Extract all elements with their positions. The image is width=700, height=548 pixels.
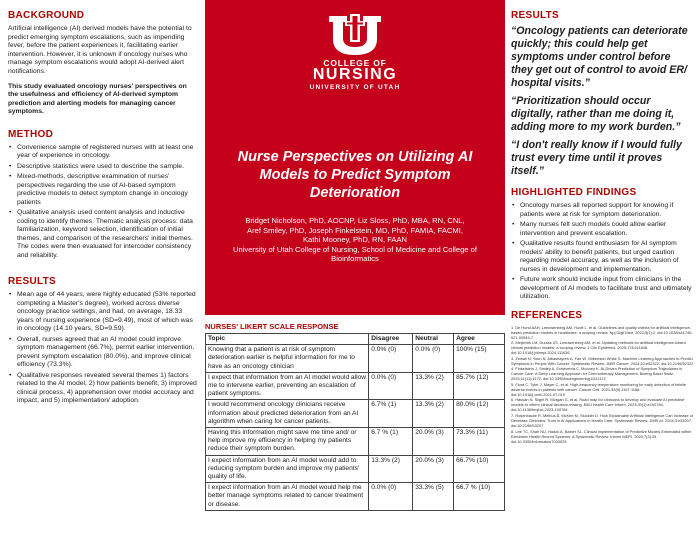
reference-item: 4. Finkelstein J, Smiley A, Echeverria C, Mooney K. AI-Driven Prediction of Symptom Trajectories in Cancer Care: A Deep Learning Approach for Chemotherapy Management. Bioeng Basel Switz. 2024;11(11):1172. doi:10.3390/bioengineering11111172 bbox=[511, 366, 683, 382]
reference-item: 8. Lee TC, Shah NU, Haack A, Baxter SL. Clinical Implementation of Predictive Models Embedded within Electronic Health Record Systems: A Systematic Review. Inform MDPI. 2020;7(3):25. doi:10.3390/informatics7030025 bbox=[511, 428, 692, 444]
findings-heading: HIGHLIGHTED FINDINGS bbox=[511, 187, 637, 198]
table-cell: I expect information from an AI model would help me better manage symptoms related to cancer treatment or disease. bbox=[206, 483, 369, 511]
list-item: • Qualitative results found enthusiasm for AI symptom models' ability to benefit patients, but urged caution regarding model accuracy, as well as the inclusion of nurses in development and implementation. bbox=[511, 240, 694, 274]
reference-item: 1. De Hond AAH, Leeuwenberg AM, Hooft L, et al. Guidelines and quality criteria for artificial intelligence-based prediction models in healthcare: a scoping review. Npj Digit Med. 2022;5(1):2. doi:10.1038/s41746-021-00549-7 bbox=[511, 324, 693, 340]
method-list bbox=[8, 144, 198, 261]
table-cell: Having this information might save me time and/ or help improve my efficiency in helping my patients reduce their symptom burden. bbox=[206, 428, 369, 456]
reference-item: 7. Rosenbacke R, Melhus Å, McKee M, Stuckler D. How Explainable Artificial Intelligence Can Increase or Decrease Clinicians' Trust in AI Applications in Health Care: Systematic Review. JMIR AI. 2024;3:e53207. doi:10.2196/53207 bbox=[511, 413, 694, 429]
table-cell: 100% (15) bbox=[454, 345, 505, 373]
list-item: • Overall, nurses agreed that an AI model could improve symptom management (66.7%), permit earlier intervention, prevent symptom escalation (80.0%), and improve clinical efficiency (73.3%). bbox=[8, 336, 198, 370]
table-cell: 85.7% (12) bbox=[454, 372, 505, 400]
logo-nursing-text: NURSING bbox=[312, 66, 398, 83]
table-cell: 33.3% (5) bbox=[413, 483, 454, 511]
list-item: • Convenience sample of registered nurses with at least one year of experience in oncology. bbox=[8, 144, 198, 161]
results-list bbox=[8, 291, 198, 406]
authors-line: Bridget Nicholson, PhD, AOCNP, Liz Sloss, PhD, MBA, RN, CNL, bbox=[245, 216, 465, 225]
references-heading: REFERENCES bbox=[511, 309, 583, 321]
table-cell: 6.7% (1) bbox=[369, 400, 413, 428]
list-item: • Qualitative analysis used content analysis and inductive coding to identify themes. Thematic analysis process: data familiarization, keyword selection, identification of initial themes, and comparison of the researchers' initial themes. The codes were then evaluated for intercoder consistency and reliability. bbox=[8, 209, 198, 260]
title-banner bbox=[205, 0, 505, 315]
table-cell: 66.7 % (10) bbox=[454, 483, 505, 511]
right-column bbox=[511, 10, 694, 444]
column-header: Topic bbox=[206, 334, 369, 345]
column-header: Neutral bbox=[413, 334, 454, 345]
nurse-quote: “Oncology patients can deteriorate quickly; this could help get symptoms under control before they get out of control to avoid ER/ hospital visits.” bbox=[511, 25, 688, 89]
table-cell: 80.0% (12) bbox=[454, 400, 505, 428]
list-item: • Many nurses felt such models could allow earlier intervention and prevent escalation. bbox=[511, 221, 694, 238]
table-row bbox=[206, 345, 505, 373]
study-aim: This study evaluated oncology nurses' perspectives on the usefulness and efficiency of AI-derived symptom prediction and alerting models for managing cancer symptoms. bbox=[8, 82, 187, 116]
table-cell: 66.7% (10) bbox=[454, 455, 505, 483]
left-column bbox=[8, 10, 198, 408]
university-u-logo-icon bbox=[323, 12, 387, 56]
table-row bbox=[206, 428, 505, 456]
reference-item: 5. Flora C, Tyler J, Mayer C, et al. High-frequency temperature monitoring for early detection of febrile adverse events in patients with cancer. Cancer Cell. 2021;39(9):1167-1168. doi:10.1016/j.ccell.2021.07.019 bbox=[511, 381, 686, 397]
reference-item: 3. Zeinali N, Youn N, Albashayreh A, Fan W, Gilbertson White S. Machine Learning Approaches to Predict Symptoms in People With Cancer: Systematic Review. JMIR Cancer. 2024;10:e52322. doi:10.2196/52322 bbox=[511, 355, 694, 366]
table-row bbox=[206, 455, 505, 483]
table-cell: 13.3% (2) bbox=[413, 400, 454, 428]
results-heading-right: RESULTS bbox=[511, 10, 560, 21]
references-list bbox=[511, 325, 694, 444]
table-row bbox=[206, 483, 505, 511]
authors-block bbox=[215, 216, 495, 264]
nurse-quote: “Prioritization should occur digitally, rather than me doing it, adding more to my work burden.” bbox=[511, 95, 681, 133]
table-cell: I would recommend oncology clinicians receive information about predicted deterioration from an AI algorithm when caring for cancer patients. bbox=[206, 400, 369, 428]
reference-item: 6. Hassan N, Slight R, Morgan G, et al. Road map for clinicians to develop and evaluate AI predictive models to inform clinical decision-making. BMJ Health Care Inform. 2023;30(1):e100784. doi:10.1136/bmjhci-2023-100784 bbox=[511, 397, 685, 413]
logo-college-text: COLLEGE OF bbox=[323, 58, 387, 68]
table-cell: 0.0% (0) bbox=[369, 483, 413, 511]
results-heading-left: RESULTS bbox=[8, 276, 57, 288]
list-item: • Oncology nurses all reported support for knowing if patients were at risk for symptom deterioration. bbox=[511, 202, 694, 219]
table-cell: 20.0% (3) bbox=[413, 428, 454, 456]
table-cell: 6.7 % (1) bbox=[369, 428, 413, 456]
table-cell: 0.0% (0) bbox=[369, 372, 413, 400]
column-header: Disagree bbox=[369, 334, 413, 345]
list-item: • Future work should include input from clinicians in the development of AI models to facilitate trust and ultimately utilization. bbox=[511, 276, 694, 302]
logo-university-text: UNIVERSITY OF UTAH bbox=[309, 84, 401, 91]
table-cell: 13.3% (2) bbox=[369, 455, 413, 483]
likert-table bbox=[205, 333, 505, 511]
background-heading: BACKGROUND bbox=[8, 10, 85, 21]
table-row bbox=[206, 400, 505, 428]
table-row bbox=[206, 372, 505, 400]
table-cell: 13.3% (2) bbox=[413, 372, 454, 400]
authors-line: Aref Smiley, PhD, Joseph Finkelstein, MD, PhD, FAMIA, FACMI, bbox=[247, 225, 463, 235]
column-header: Agree bbox=[454, 334, 505, 345]
list-item: • Descriptive statistics were used to describe the sample. bbox=[8, 163, 198, 172]
table-cell: I expect information from an AI model would add to reducing symptom burden and improve my patients' quality of life. bbox=[206, 455, 369, 483]
table-cell: 73.3% (11) bbox=[454, 428, 505, 456]
authors-line: Kathi Mooney, PhD, RN, FAAN bbox=[302, 235, 408, 245]
poster-title: Nurse Perspectives on Utilizing AI Models to Predict Symptom Deterioration bbox=[237, 149, 473, 201]
table-cell: 20.0% (3) bbox=[413, 455, 454, 483]
likert-section bbox=[205, 322, 505, 511]
table-cell: 0.0% (0) bbox=[369, 345, 413, 373]
findings-list bbox=[511, 202, 694, 302]
reference-item: 2. Meijerink LM, Dunias ZS, Leeuwenberg AM, et al. Updating methods for artificial intelligence-based clinical prediction models: a scoping review. J Clin Epidemiol. 2025;178:111636. doi:10.1016/j.jclinepi.2024.111636 bbox=[511, 340, 686, 356]
list-item: • Mixed-methods, descriptive examination of nurses' perspectives regarding the use of AI-based symptom predictive models to detect symptom change in oncology patients bbox=[8, 173, 198, 207]
list-item: • Qualitative responses revealed several themes 1) factors related to the AI model, 2) how patients benefit, 3) improved clinical process, 4) apprehension over model accuracy and impact, and 5) implementation/ adoption. bbox=[8, 372, 198, 406]
college-logo bbox=[265, 12, 445, 92]
likert-heading: NURSES' LIKERT SCALE RESPONSE bbox=[205, 322, 339, 331]
table-cell: 0.0% (0) bbox=[413, 345, 454, 373]
middle-column bbox=[205, 0, 505, 508]
table-cell: Knowing that a patient is at risk of symptom deterioration earlier is helpful information for me to have as an oncology clinician bbox=[206, 345, 369, 373]
table-header-row bbox=[206, 334, 505, 345]
list-item: • Mean age of 44 years, were highly educated (53% reported completing a Master's degree), worked across diverse oncology practice settings, and had, on average, 18.33 years of nursing experience (SD=9.49), most of which was in oncology (14.10 years, SD=9.59). bbox=[8, 291, 198, 334]
method-heading: METHOD bbox=[8, 128, 54, 140]
background-paragraph: Artificial intelligence (AI) derived models have the potential to predict emerging symptom escalations, such as impending fever, before the patient experiences it, facilitating earlier intervention. However, it is unknown if oncology nurses who manage symptom escalations would adopt AI-derived alert notifications. bbox=[8, 25, 192, 75]
affiliation: University of Utah College of Nursing, School of Medicine and College of Bioinformatics bbox=[233, 244, 477, 264]
nurse-quote: “I don't really know if I would fully trust every time until it proves itself.” bbox=[511, 139, 682, 177]
table-cell: I expect that information from an AI model would allow me to intervene earlier, preventing an escalation of patient symptoms. bbox=[206, 372, 369, 400]
